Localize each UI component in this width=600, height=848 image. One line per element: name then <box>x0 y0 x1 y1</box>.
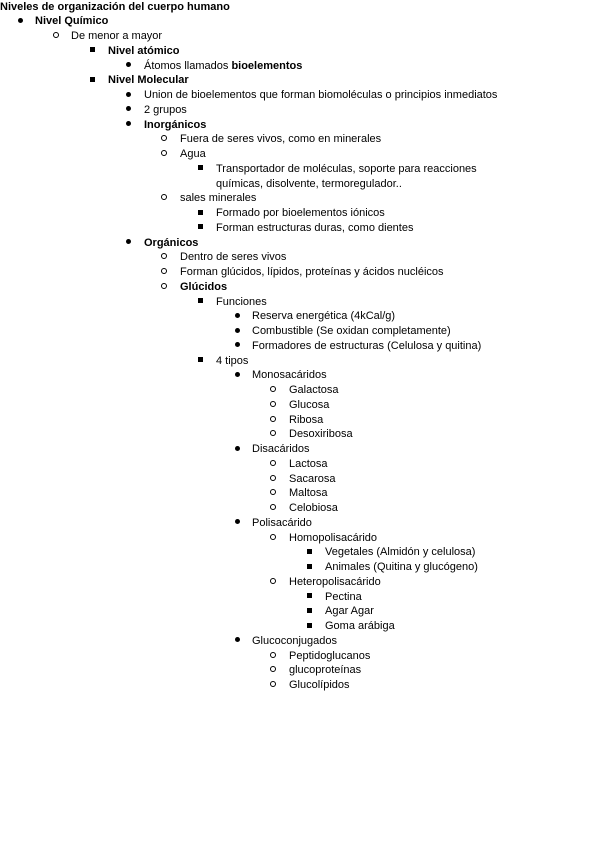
list-item-text: Agar Agar <box>325 605 374 618</box>
disc-bullet-icon <box>232 634 242 648</box>
list-item-text: Galactosa <box>289 384 339 397</box>
text-run: Átomos llamados <box>144 59 232 72</box>
disc-bullet-icon <box>232 309 242 323</box>
list-item-text: Ribosa <box>289 413 324 426</box>
square-bullet-icon <box>87 44 97 58</box>
list-item-text <box>144 59 302 73</box>
list-item-text: Glucoconjugados <box>252 634 338 647</box>
list-item-text: Monosacáridos <box>252 369 327 382</box>
square-bullet-icon <box>304 604 314 618</box>
square-bullet-icon <box>304 545 314 559</box>
square-bullet-icon <box>304 560 314 574</box>
list-item-text: Glucosa <box>289 398 330 411</box>
square-bullet-icon <box>304 619 314 633</box>
square-bullet-icon <box>195 354 205 368</box>
list-item-text: Transportador de moléculas, soporte para reacciones <box>216 162 477 175</box>
circle-bullet-icon <box>159 132 169 146</box>
circle-bullet-icon <box>268 501 278 515</box>
list-item-text: Reserva energética (4kCal/g) <box>252 310 396 323</box>
list-item-text: Animales (Quitina y glucógeno) <box>325 561 478 574</box>
list-item-text: Funciones <box>216 295 267 308</box>
circle-bullet-icon <box>268 398 278 412</box>
circle-bullet-icon <box>268 383 278 397</box>
list-item-text: Lactosa <box>289 457 328 470</box>
list-item-text: Fuera de seres vivos, como en minerales <box>180 133 382 146</box>
circle-bullet-icon <box>51 29 61 43</box>
list-item-text: Vegetales (Almidón y celulosa) <box>325 546 476 559</box>
list-item-text: Forman estructuras duras, como dientes <box>216 221 414 234</box>
list-item-text: Sacarosa <box>289 472 336 485</box>
list-item-text: Disacáridos <box>252 443 310 456</box>
circle-bullet-icon <box>268 663 278 677</box>
list-item-text: Nivel Químico <box>35 15 109 28</box>
document-title: Niveles de organización del cuerpo humano <box>0 1 230 13</box>
circle-bullet-icon <box>159 191 169 205</box>
circle-bullet-icon <box>268 575 278 589</box>
circle-bullet-icon <box>159 147 169 161</box>
disc-bullet-icon <box>123 118 133 132</box>
list-item-text: Polisacárido <box>252 516 312 529</box>
list-item-text: Desoxiribosa <box>289 428 353 441</box>
disc-bullet-icon <box>123 59 133 73</box>
list-item-text: Forman glúcidos, lípidos, proteínas y ácidos nucléicos <box>180 266 444 279</box>
disc-bullet-icon <box>232 368 242 382</box>
square-bullet-icon <box>195 162 205 176</box>
disc-bullet-icon <box>232 324 242 338</box>
circle-bullet-icon <box>268 649 278 663</box>
disc-bullet-icon <box>123 103 133 117</box>
list-item-text: 4 tipos <box>216 354 249 367</box>
list-item-text: glucoproteínas <box>289 664 362 677</box>
disc-bullet-icon <box>15 14 25 28</box>
disc-bullet-icon <box>123 88 133 102</box>
circle-bullet-icon <box>268 531 278 545</box>
list-item-text: Celobiosa <box>289 502 338 515</box>
circle-bullet-icon <box>159 250 169 264</box>
disc-bullet-icon <box>232 339 242 353</box>
list-item-text: Nivel Molecular <box>108 74 189 87</box>
square-bullet-icon <box>195 221 205 235</box>
list-item-text: Peptidoglucanos <box>289 649 371 662</box>
list-item-text: Orgánicos <box>144 236 199 249</box>
list-item-text: De menor a mayor <box>71 30 163 43</box>
square-bullet-icon <box>87 73 97 87</box>
list-item-text: Union de bioelementos que forman biomoléculas o principios inmediatos <box>144 89 498 102</box>
circle-bullet-icon <box>268 486 278 500</box>
circle-bullet-icon <box>268 678 278 692</box>
square-bullet-icon <box>304 590 314 604</box>
circle-bullet-icon <box>268 472 278 486</box>
list-item-text: Maltosa <box>289 487 328 500</box>
disc-bullet-icon <box>232 442 242 456</box>
circle-bullet-icon <box>268 427 278 441</box>
circle-bullet-icon <box>268 413 278 427</box>
circle-bullet-icon <box>159 265 169 279</box>
list-item-text: Inorgánicos <box>144 118 207 131</box>
list-item-text: Formado por bioelementos iónicos <box>216 207 385 220</box>
list-item-text: Formadores de estructuras (Celulosa y quitina) <box>252 339 482 352</box>
list-item-text: sales minerales <box>180 192 257 205</box>
list-item-text: 2 grupos <box>144 103 187 116</box>
list-item-text: Pectina <box>325 590 362 603</box>
list-item-text: químicas, disolvente, termoregulador.. <box>216 177 402 190</box>
text-run: bioelementos <box>231 59 303 72</box>
circle-bullet-icon <box>268 457 278 471</box>
list-item-text: Nivel atómico <box>108 44 180 57</box>
list-item-text: Agua <box>180 148 206 161</box>
list-item-text: Goma arábiga <box>325 620 395 633</box>
disc-bullet-icon <box>232 516 242 530</box>
list-item-text: Homopolisacárido <box>289 531 378 544</box>
square-bullet-icon <box>195 295 205 309</box>
list-item-text: Glucolípidos <box>289 679 350 692</box>
disc-bullet-icon <box>123 236 133 250</box>
circle-bullet-icon <box>159 280 169 294</box>
list-item-text: Dentro de seres vivos <box>180 251 287 264</box>
list-item-text: Combustible (Se oxidan completamente) <box>252 325 451 338</box>
list-item-text: Glúcidos <box>180 280 228 293</box>
list-item-text: Heteropolisacárido <box>289 575 381 588</box>
square-bullet-icon <box>195 206 205 220</box>
